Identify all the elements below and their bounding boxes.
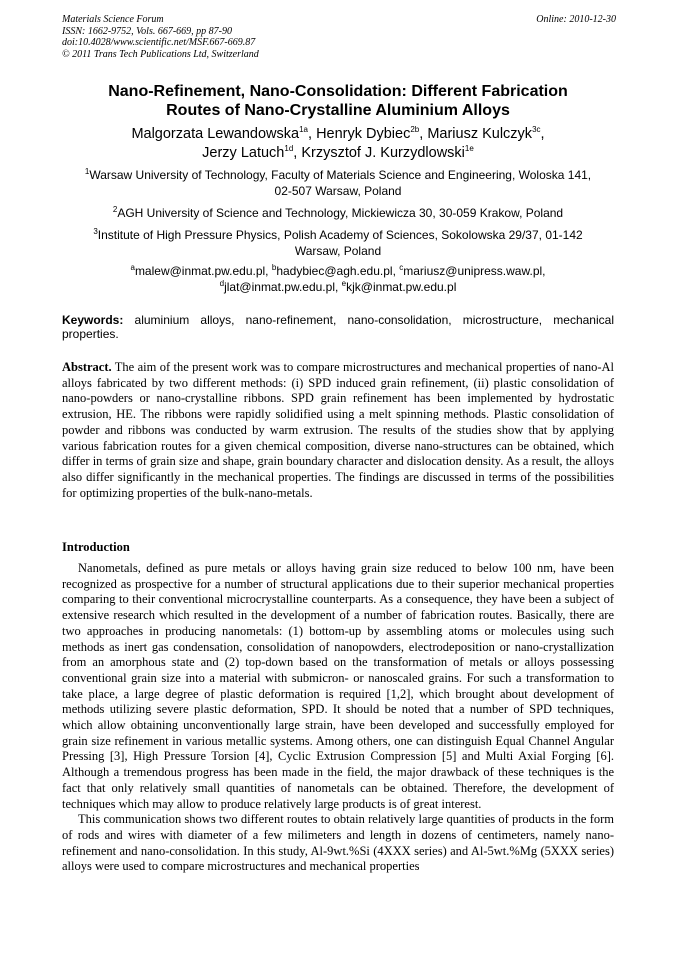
email-link[interactable]: kjk@inmat.pw.edu.pl xyxy=(346,279,457,294)
author-name: Krzysztof J. Kurzydlowski xyxy=(301,145,465,161)
abstract-text: The aim of the present work was to compare microstructures and mechanical properties of nano-Al alloys fabricated by two different methods: (i) SPD induced grain refinement, (ii) plastic consolidation of nano-powders or nano-crystalline ribbons. SPD grain refinement has been implemented by hydrostatic extrusion, HE. The ribbons were rapidly solidified using a melt spinning methods. Plastic consolidation of powder and ribbons was conducted by warm extrusion. The results of the studies show that by applying various fabrication routes for a given chemical composition, diverse nano-structures can be obtained, which differ in terms of grain size and shape, grain boundary character and dislocation density. As a result, the alloys also differ significantly in the mechanical properties. The findings are discussed in terms of the possibilities for optimizing properties of the bulk-nano-metals. xyxy=(62,360,614,500)
author-sup: 2b xyxy=(410,125,420,135)
author-sup: 3c xyxy=(532,125,541,135)
author-sup: 1e xyxy=(464,144,474,154)
issn: ISSN: 1662-9752, Vols. 667-669, pp 87-90 xyxy=(62,25,232,37)
journal-name: Materials Science Forum xyxy=(62,14,164,25)
author-sup: 1a xyxy=(299,125,308,135)
affiliation-number: 3 xyxy=(93,227,98,236)
author-sep: , xyxy=(308,126,317,142)
email-link[interactable]: malew@inmat.pw.edu.pl, xyxy=(134,264,269,278)
affiliation-text: AGH University of Science and Technology, Mickiewicza 30, 30-059 Krakow, Poland xyxy=(117,206,564,220)
affiliation-text: Warsaw University of Technology, Faculty of Materials Science and Engineering, Woloska 141, xyxy=(89,168,592,182)
author-sep: , xyxy=(540,126,545,142)
abstract-label: Abstract. xyxy=(62,360,112,374)
author-line xyxy=(62,144,614,163)
section-heading-introduction: Introduction xyxy=(62,540,130,554)
affiliation-text: 02-507 Warsaw, Poland xyxy=(274,183,402,198)
affiliation-1 xyxy=(62,168,614,199)
author-sup: 1d xyxy=(284,144,294,154)
copyright: © 2011 Trans Tech Publications Ltd, Switzerland xyxy=(62,48,259,60)
page-header-left xyxy=(62,14,259,60)
author-sep: , xyxy=(419,126,428,142)
paragraph: This communication shows two different routes to obtain relatively large quantities of products in the form of rods and wires with diameter of a few milimeters and length in dozens of centimeters, namely nano-refinement and nano-consolidation. In this study, Al-9wt.%Si (4XXX series) and Al-5wt.%Mg (5XXX series) alloys were used to compare microstructures and mechanical properties xyxy=(62,812,614,874)
paragraph: Nanometals, defined as pure metals or alloys having grain size reduced to below 100 nm, have been recognized as prospective for a number of structural applications due to their superior mechanical properties comparing to their conventional microcrystalline counterparts. As a consequence, they have been a subject of extensive research which resulted in the development of a number of fabrication routes. Basically, there are two approaches in producing nanometals: (1) bottom-up by assembling atoms or molecules using such methods as inert gas condensation, consolidation of nanopowders, electrodeposition or nano-crystallization from an amorphous state and (2) top-down based on the transformation of metals or alloys possessing conventional grain size into a material with submicron- or nanoscaled grains. For such a transformation to take place, a large degree of plastic deformation is required [1,2], which brought about development of methods utilizing severe plastic deformation, SPD. It should be noted that a number of SPD techniques, which allow obtaining unconventionally large strain, have been developed and successfully employed for grain size refinement in various metallic systems. Among others, one can distinguish Equal Channel Angular Pressing [3], High Pressure Torsion [4], Cyclic Extrusion Compression [5] and Multi Axial Forging [6]. Although a tremendous progress has been made in the field, the major drawback of these techniques is the fact that only relatively small quantities of nanometals can be obtained. Therefore, the development of techniques which may allow to produce relatively large products is of great interest. xyxy=(62,561,614,811)
title-line: Nano-Refinement, Nano-Consolidation: Different Fabrication xyxy=(108,83,568,100)
keywords xyxy=(62,313,614,341)
affiliation-3 xyxy=(62,228,614,259)
affiliation-text: Institute of High Pressure Physics, Polish Academy of Sciences, Sokolowska 29/37, 01-142 xyxy=(97,228,583,242)
email-list: $^a$malew@inmat.pw.edu.pl, $^b$hadybiec@agh.edu.pl, $^c$mariusz@unipress.waw.pl, $^d$jlat@inmat.pw.edu.pl, $^e$kjk@inmat.pw.edu.pl xyxy=(130,263,546,294)
doi: doi:10.4028/www.scientific.net/MSF.667-669.87 xyxy=(62,37,256,48)
email-link[interactable]: jlat@inmat.pw.edu.pl, xyxy=(224,279,339,294)
author-name: Malgorzata Lewandowska xyxy=(131,126,300,142)
online-date: Online: 2010-12-30 xyxy=(536,14,616,25)
author-line xyxy=(62,125,614,144)
affiliation-number: 2 xyxy=(112,205,118,214)
title-line: Routes of Nano-Crystalline Aluminium Alloys xyxy=(166,102,510,119)
author-name: Jerzy Latuch xyxy=(202,145,285,161)
paper-title xyxy=(62,82,614,120)
affiliation-number: 1 xyxy=(84,167,90,176)
author-list xyxy=(62,125,614,163)
author-name: Henryk Dybiec xyxy=(316,126,411,142)
keywords-label: Keywords: xyxy=(62,313,124,327)
keywords-text: aluminium alloys, nano-refinement, nano-consolidation, microstructure, mechanical properties. xyxy=(62,313,614,341)
email-link[interactable]: hadybiec@agh.edu.pl, xyxy=(276,264,396,278)
introduction-body xyxy=(62,561,614,875)
author-name: Mariusz Kulczyk xyxy=(427,126,533,142)
email-link[interactable]: mariusz@unipress.waw.pl, xyxy=(403,264,546,278)
affiliation-2 xyxy=(62,206,614,222)
abstract xyxy=(62,360,614,501)
author-sep: , xyxy=(293,145,302,161)
affiliation-text: Warsaw, Poland xyxy=(294,243,382,258)
